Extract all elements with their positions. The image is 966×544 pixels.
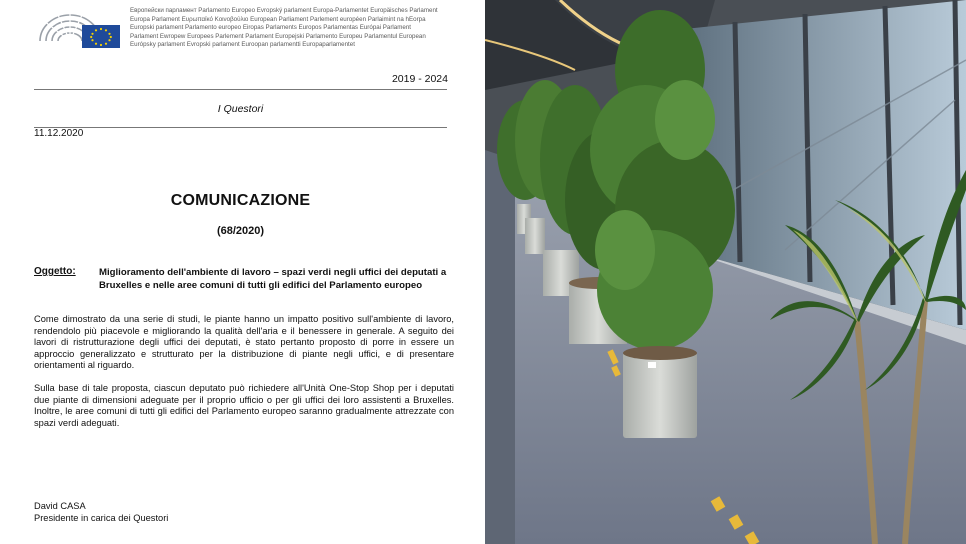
language-line: Europski parlament Parlamento europeo Eiropas Parlaments Europos Parlamentas Európai Parlament — [130, 24, 411, 31]
header-divider — [34, 89, 447, 90]
subject-label: Oggetto: — [34, 266, 76, 277]
signature-block — [34, 500, 168, 524]
corridor-photo — [485, 0, 966, 544]
language-line: Parlament Ewropew Europees Parlement Parlament Europejski Parlamento Europeu Parlamentul European — [130, 32, 426, 40]
signatory-name: David CASA — [34, 501, 86, 511]
document-number: (68/2020) — [216, 225, 265, 237]
body-paragraph: Sulla base di tale proposta, ciascun deputato può richiedere all'Unità One-Stop Shop per i deputati due piante di dimensioni adeguate per il proprio ufficio o per gli uffici dei loro assistenti a Bruxelles. Inoltre, le aree comuni di tutti gli edifici del Parlamento europeo saranno gradualmente attrezzate con spazi verdi adeguati. — [34, 383, 454, 428]
language-line: Europa Parlament Ευρωπαϊκό Κοινοβούλιο European Parliament Parlement européen Parlaimint na hEorpa — [130, 15, 426, 23]
document-title: COMUNICAZIONE — [170, 192, 311, 209]
subject-text: Miglioramento dell'ambiente di lavoro – spazi verdi negli uffici dei deputati a Bruxelles e nelle aree comuni di tutti gli edifici del Parlamento europeo — [99, 267, 447, 291]
signatory-role: Presidente in carica dei Questori — [34, 513, 169, 523]
language-line: Европейски парламент Parlamento Europeo Evropský parlament Europa-Parlamentet Europäisches Parlament — [130, 7, 438, 14]
header-divider — [34, 127, 447, 128]
body-paragraph: Come dimostrato da una serie di studi, le piante hanno un impatto positivo sull'ambiente di lavoro, rendendolo più piacevole e migliorando la qualità dell'aria e il benessere in generale. A seguito dei lavori di ristrutturazione degli uffici dei deputati, è stato pertanto proposto di porre in essere un approccio generalizzato e strutturato per la distribuzione di piante negli uffici, e di presentare orientamenti al riguardo. — [34, 314, 454, 371]
language-line: Európsky parlament Evropski parlament Euroopan parlamentti Europaparlamentet — [130, 41, 355, 48]
corridor-plants-image — [485, 0, 966, 544]
parliament-name-translations — [130, 7, 460, 50]
issuing-office: I Questori — [217, 103, 264, 115]
european-parliament-logo-icon — [36, 7, 122, 49]
document-date: 11.12.2020 — [34, 128, 84, 139]
legislative-term: 2019 - 2024 — [391, 73, 448, 85]
